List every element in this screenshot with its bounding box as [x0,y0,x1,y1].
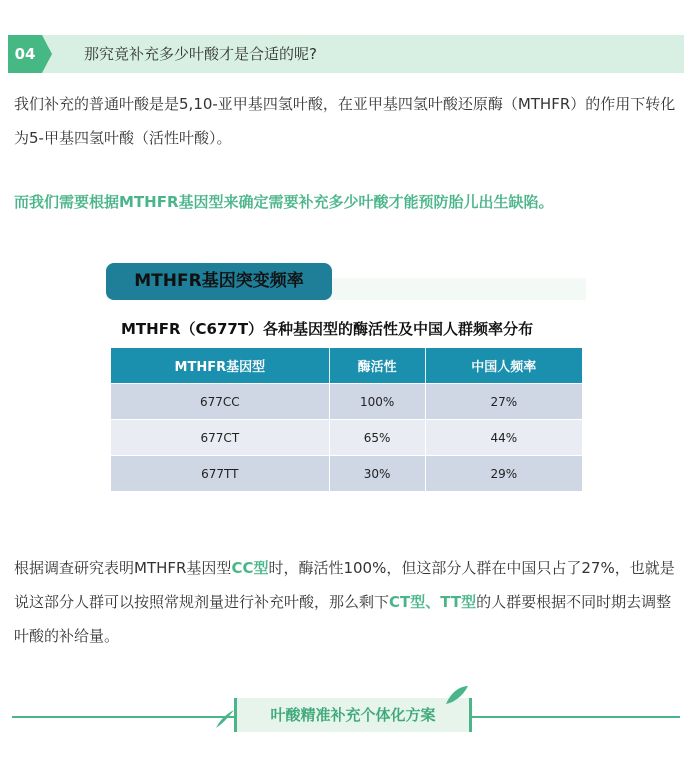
infographic-title: MTHFR基因突变频率 [106,263,332,300]
header-frequency: 中国人频率 [425,348,582,384]
conclusion-text-3: 的人群要根据不同时期去调整叶酸的补给量。 [14,593,672,645]
section-title: 那究竟补充多少叶酸才是合适的呢? [84,45,317,63]
intro-paragraph: 我们补充的普通叶酸是是5,10-亚甲基四氢叶酸，在亚甲基四氢叶酸还原酶（MTHFR）的作用下转化为5-甲基四氢叶酸（活性叶酸）。 [14,95,676,147]
highlight-cc-type: CC型 [231,559,269,577]
cell-frequency: 29% [425,456,582,492]
footer-title: 叶酸精准补充个体化方案 [270,706,436,724]
section-number-badge: 04 [8,35,42,73]
genotype-table [111,348,582,491]
footer-divider-right [464,716,680,718]
cell-frequency: 27% [425,384,582,420]
conclusion-text-2: 时，酶活性100%，但这部分人群在中国只占了27%，也就是说这部分人群可以按照常规剂量进行补充叶酸，那么剩下 [14,559,675,611]
cell-frequency: 44% [425,420,582,456]
section-header [8,35,684,73]
table-row [111,420,582,456]
cell-genotype: 677CT [111,420,329,456]
table-row [111,384,582,420]
table-row [111,456,582,492]
leaf-icon [214,708,236,730]
highlight-paragraph: 而我们需要根据MTHFR基因型来确定需要补充多少叶酸才能预防胎儿出生缺陷。 [14,193,554,211]
conclusion-text-1: 根据调查研究表明MTHFR基因型 [14,559,232,577]
header-genotype: MTHFR基因型 [111,348,329,384]
leaf-icon [444,684,470,706]
cell-enzyme-activity: 30% [329,456,425,492]
table-caption: MTHFR（C677T）各种基因型的酶活性及中国人群频率分布 [121,320,534,338]
table-header-row [111,348,582,384]
highlight-ct-tt-type: CT型、TT型 [389,593,477,611]
cell-genotype: 677TT [111,456,329,492]
footer-divider-left [12,716,234,718]
cell-enzyme-activity: 100% [329,384,425,420]
cell-genotype: 677CC [111,384,329,420]
footer-banner [234,698,472,732]
conclusion-paragraph [14,551,680,653]
header-enzyme-activity: 酶活性 [329,348,425,384]
cell-enzyme-activity: 65% [329,420,425,456]
